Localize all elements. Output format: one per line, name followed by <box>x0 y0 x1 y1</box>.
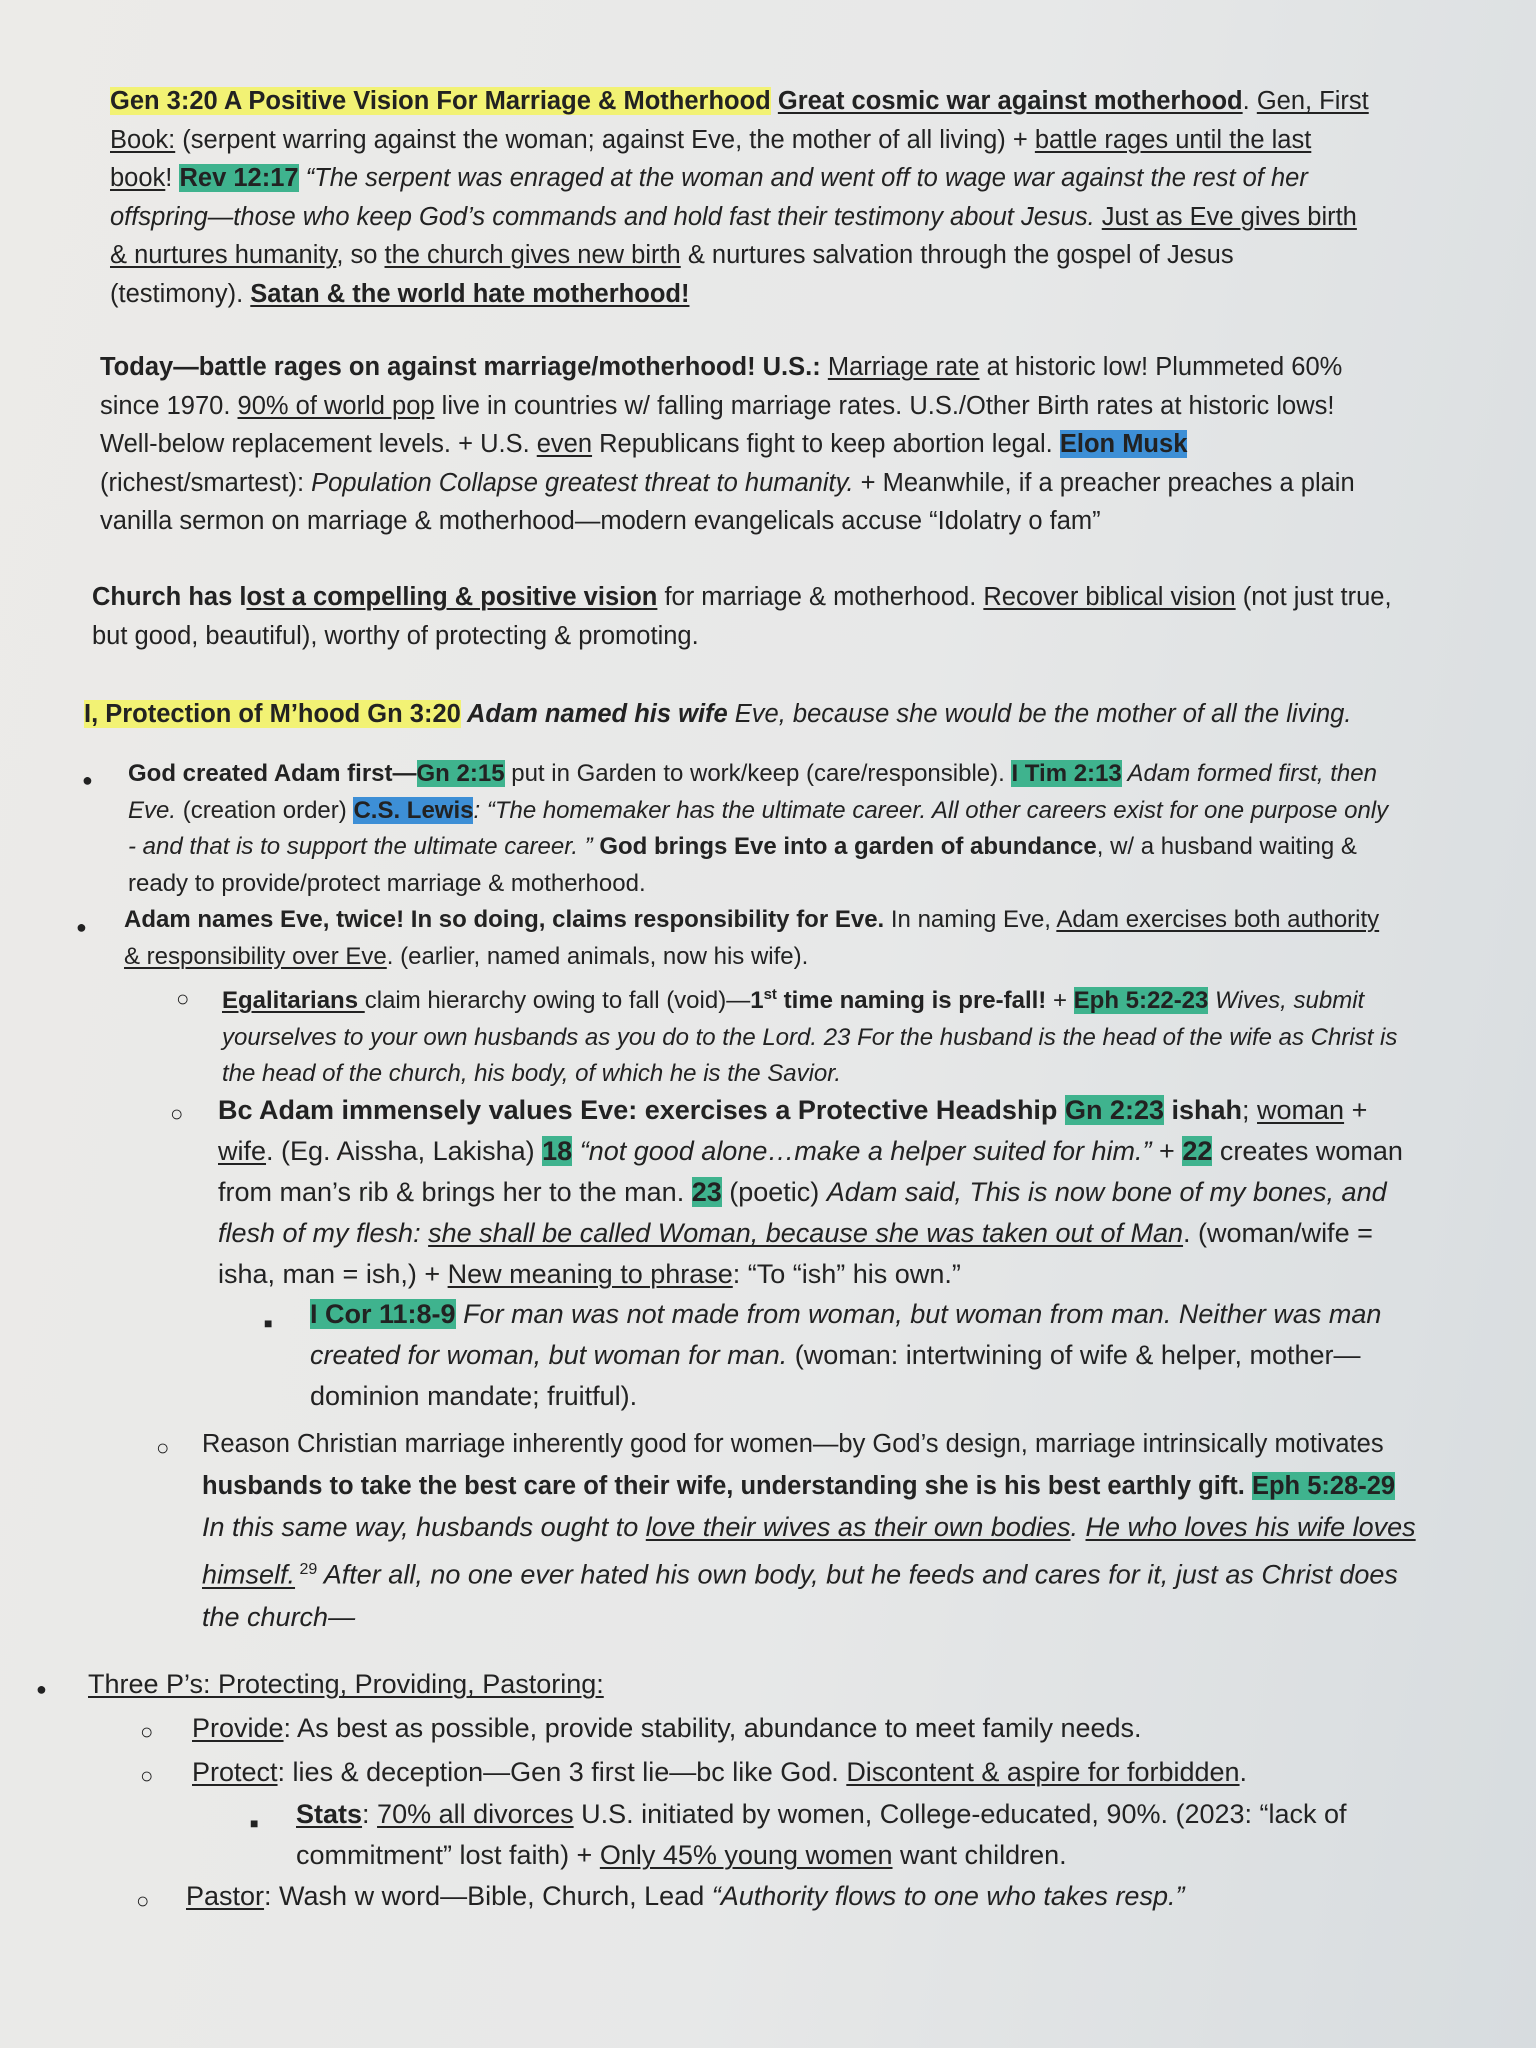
stats-item <box>296 1794 1436 1876</box>
bc-plus: + <box>1344 1095 1368 1125</box>
verse-18: 18 <box>542 1136 573 1166</box>
today-t5: + Meanwhile, if a preacher preaches a plain vanilla sermon on marriage & motherhood—modern evangelicals accuse “Idolatry o fam” <box>100 468 1355 535</box>
serpent-text: (serpent warring against the woman; against Eve, the mother of all living) + <box>175 125 1035 154</box>
tim213-ref: I Tim 2:13 <box>1011 760 1122 787</box>
bc-t7: : “To “ish” his own.” <box>732 1259 961 1289</box>
cor-ref: I Cor 11:8-9 <box>310 1299 456 1329</box>
pastor-quote: “Authority flows to one who takes resp.” <box>711 1881 1185 1911</box>
reason-t2 <box>1245 1472 1252 1500</box>
cor-text <box>310 1294 1420 1417</box>
bc-adam-lead: Bc Adam immensely values Eve: exercises a Protective Headship <box>218 1095 1065 1125</box>
today-t1: at historic low! Plummeted 60% since 1970. <box>100 353 1343 420</box>
reason-u2: He who loves his wife loves himself. <box>202 1512 1416 1590</box>
bullet2-u1: Adam exercises both authority & responsibility over Eve <box>124 906 1380 970</box>
provide-text: : As best as possible, provide stability, abundance to meet family needs. <box>283 1713 1142 1743</box>
bullet2-t1: In naming Eve, <box>884 906 1057 933</box>
so-text: , so <box>336 241 385 269</box>
protect-end: . <box>1239 1757 1248 1787</box>
bullet2-t2: . (earlier, named animals, now his wife). <box>386 942 809 970</box>
church-gives: the church gives new birth <box>384 241 681 269</box>
today-t2: live in countries w/ falling marriage rates. U.S./Other Birth rates at historic lows! Well-below replacement levels. + U.S. <box>100 391 1335 458</box>
main-heading: Gen 3:20 A Positive Vision For Marriage & Motherhood <box>110 87 771 115</box>
provide-item <box>192 1708 1392 1749</box>
bc-adam-text <box>218 1090 1413 1295</box>
eph522-ref: Eph 5:22-23 <box>1073 987 1209 1014</box>
church-t2: (not just true, but good, beautiful), worthy of protecting & promoting. <box>92 583 1392 650</box>
stats-t1: U.S. initiated by women, College-educated, 90%. (2023: “lack of commitment” lost faith) + <box>296 1799 1347 1870</box>
bullet-marker <box>82 758 93 799</box>
bullet1-t2: Adam formed first, then Eve. <box>128 760 1377 824</box>
today-t3: Republicans fight to keep abortion legal. <box>592 430 1060 458</box>
reason-bold: husbands to take the best care of their wife, understanding she is his best earthly gift. <box>202 1472 1245 1500</box>
bc-t5: (poetic) <box>721 1177 827 1207</box>
recover-vision: Recover biblical vision <box>983 583 1236 611</box>
gn215-ref: Gn 2:15 <box>416 760 505 787</box>
quote-23a: Adam said, This is now bone of my bones, and flesh of my flesh: <box>218 1177 1387 1248</box>
new-meaning: New meaning to phrase <box>447 1259 733 1289</box>
nurtures-text: & nurtures salvation through the gospel of Jesus (testimony). <box>110 241 1234 308</box>
bc-t2: . (Eg. Aissha, Lakisha) <box>266 1136 543 1166</box>
satan-text: Satan & the world hate motherhood! <box>250 279 690 308</box>
protect-label: Protect <box>192 1757 278 1787</box>
sub-bullet-marker <box>170 1093 183 1133</box>
bullet1-t1: put in Garden to work/keep (care/responsible). <box>504 760 1012 787</box>
stats-colon: : <box>362 1799 378 1829</box>
ishah: ishah <box>1163 1095 1243 1125</box>
reason-q3: After all, no one ever hated his own body, but he feeds and cares for it, just as Christ does the church— <box>202 1559 1398 1632</box>
cor-t1: (woman: intertwining of wife & helper, mother—dominion mandate; fruitful). <box>310 1340 1361 1411</box>
section1-heading <box>84 695 1424 734</box>
bullet2-lead: Adam names Eve, twice! In so doing, claims responsibility for Eve. <box>124 906 885 933</box>
bullet1-lead: God created Adam first— <box>128 760 417 787</box>
elon-quote: Population Collapse greatest threat to humanity. <box>311 468 854 497</box>
bullet-marker <box>76 905 87 946</box>
egal-first: 1 <box>750 987 764 1014</box>
bullet1-t3: (creation order) <box>176 796 354 824</box>
bc-t4: creates woman from man’s rib & brings her to the man. <box>218 1136 1403 1207</box>
egal-text <box>222 977 1402 1093</box>
square-bullet-marker <box>250 1800 258 1842</box>
reason-sup: 29 <box>295 1561 318 1578</box>
stats-u2: Only 45% young women <box>599 1840 893 1870</box>
church-t1: for marriage & motherhood. <box>657 583 984 611</box>
pastor-label: Pastor <box>186 1881 265 1911</box>
church-paragraph <box>92 578 1392 655</box>
cosmic-war-text: Great cosmic war against motherhood <box>777 87 1243 115</box>
sub-bullet-marker <box>140 1711 153 1751</box>
reason-q2: . <box>1070 1512 1086 1542</box>
adam-named: Adam named his wife <box>460 700 728 728</box>
cs-lewis: C.S. Lewis <box>353 796 474 824</box>
quote-18: “not good alone…make a helper suited for him.” <box>572 1136 1152 1166</box>
square-bullet-marker <box>264 1300 272 1342</box>
today-lead: Today—battle rages on against marriage/motherhood! U.S.: <box>100 353 821 381</box>
three-ps-title: Three P’s: Protecting, Providing, Pastoring: <box>88 1669 604 1699</box>
today-paragraph <box>100 348 1380 541</box>
bullet1-bold: God brings Eve into a garden of abundance <box>592 833 1097 860</box>
bc-t1: ; <box>1242 1095 1258 1125</box>
battle-text: battle rages until the last book <box>110 125 1312 192</box>
bullet2-text <box>124 902 1396 975</box>
stats-u1: 70% all divorces <box>377 1799 574 1829</box>
bullet-marker <box>36 1667 47 1708</box>
egal-t3: + <box>1046 987 1074 1014</box>
elon-musk: Elon Musk <box>1059 430 1188 458</box>
egalitarians: Egalitarians <box>222 987 365 1014</box>
rev-quote: “The serpent was enraged at the woman and went off to wage war against the rest of her offspring—those who keep God’s commands and hold fast their testimony about Jesus. <box>110 164 1308 231</box>
protect-item <box>192 1752 1422 1793</box>
eve-gives: Just as Eve gives birth & nurtures humanity <box>110 202 1357 269</box>
even-text: even <box>536 430 593 458</box>
egal-t2: time naming is pre-fall! <box>776 987 1047 1014</box>
reason-text <box>202 1424 1422 1639</box>
eph528-ref: Eph 5:28-29 <box>1251 1472 1396 1500</box>
pastor-text: : Wash w word—Bible, Church, Lead <box>264 1881 712 1911</box>
pastor-item <box>186 1876 1426 1917</box>
gen-ref: Gen, First Book: <box>110 87 1369 154</box>
gn223-ref: Gn 2:23 <box>1064 1095 1164 1125</box>
bc-t6: . (woman/wife = isha, man = ish,) + <box>218 1218 1373 1289</box>
sub-bullet-marker <box>156 1427 169 1467</box>
section1-title: I, Protection of M’hood Gn 3:20 <box>84 700 461 728</box>
lost-vision: ost a compelling & positive vision <box>246 583 658 611</box>
quote-23b: she shall be called Woman, because she was taken out of Man <box>428 1218 1184 1248</box>
cor-quote: For man was not made from woman, but woman from man. Neither was man created for woman, but woman for man. <box>310 1299 1382 1370</box>
lewis-quote: : “The homemaker has the ultimate career. All other careers exist for one purpose only - and that is to support the ultimate career. ” <box>128 796 1389 860</box>
egal-sup: st <box>763 986 777 1003</box>
rev-ref: Rev 12:17 <box>179 164 299 192</box>
protect-text: : lies & deception—Gen 3 first lie—bc like God. <box>277 1757 847 1787</box>
three-ps-heading <box>88 1664 1288 1705</box>
section1-rest: Eve, because she would be the mother of all the living. <box>727 700 1352 728</box>
sub-bullet-marker <box>136 1880 149 1920</box>
reason-q1: In this same way, husbands ought to <box>202 1512 646 1542</box>
today-t4: (richest/smartest): <box>100 468 312 497</box>
church-lead: Church has l <box>92 583 247 611</box>
woman-word: woman <box>1257 1095 1345 1125</box>
bc-t3: + <box>1151 1136 1183 1166</box>
bullet1-text <box>128 756 1398 902</box>
reason-u1: love their wives as their own bodies <box>645 1512 1071 1542</box>
stats-t2: want children. <box>892 1840 1067 1870</box>
verse-22: 22 <box>1182 1136 1213 1166</box>
stats-label: Stats <box>296 1799 363 1829</box>
protect-u: Discontent & aspire for forbidden <box>846 1757 1240 1787</box>
sub-bullet-marker <box>176 978 189 1018</box>
wife-word: wife <box>218 1136 267 1166</box>
reason-t1: Reason Christian marriage inherently good for women—by God’s design, marriage intrinsically motivates <box>202 1430 1384 1458</box>
intro-paragraph: Gen 3:20 A Positive Vision For Marriage & Motherhood Great cosmic war against motherhood. Gen, First Book: (serpent warring against the woman; against Eve, the mother of all living) + battle rages until the last book! Rev 12:17 “The serpent was enraged at the woman and went off to wage war against the rest of her offspring—those who keep God’s commands and hold fast their testimony about Jesus. Just as Eve gives birth & nurtures humanity, so the church gives new birth & nurtures salvation through the gospel of Jesus (testimony). Satan & the world hate motherhood! <box>110 87 1369 308</box>
world-pop: 90% of world pop <box>237 391 435 420</box>
sub-bullet-marker <box>140 1755 153 1795</box>
marriage-rate: Marriage rate <box>827 353 980 381</box>
verse-23: 23 <box>691 1177 722 1207</box>
egal-t1: claim hierarchy owing to fall (void)— <box>364 987 751 1014</box>
eph522-quote: Wives, submit yourselves to your own husbands as you do to the Lord. 23 For the husband is the head of the wife as Christ is the head of the church, his body, of which he is the Savior. <box>222 987 1398 1087</box>
provide-label: Provide <box>192 1713 284 1743</box>
bullet1-t4: , w/ a husband waiting & ready to provide/protect marriage & motherhood. <box>128 833 1357 897</box>
